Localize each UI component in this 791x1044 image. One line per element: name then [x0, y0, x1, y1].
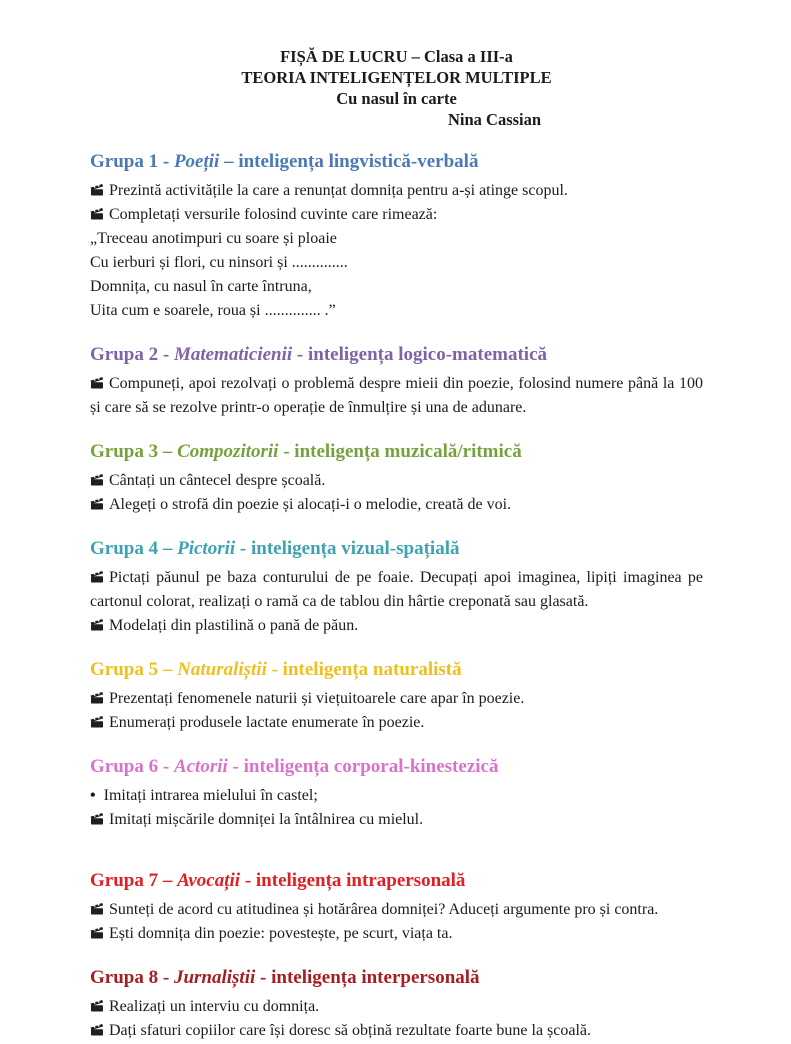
group-heading-suffix: - inteligența muzicală/ritmică	[278, 441, 522, 462]
task-text: Compuneți, apoi rezolvați o problemă despre mieii din poezie, folosind numere până la 100 și care să se rezolve printr-o operație de înmulțire și una de adunare.	[90, 375, 703, 416]
clapperboard-icon	[90, 180, 104, 192]
clapperboard-icon	[90, 923, 104, 935]
group-section	[90, 342, 703, 420]
task-text: Imitați intrarea mielului în castel;	[103, 787, 318, 804]
task-text: Uita cum e soarele, roua și .............. .”	[90, 302, 336, 319]
task-item	[90, 1019, 703, 1043]
task-item	[90, 299, 703, 323]
group-name: Compozitorii	[177, 441, 279, 462]
clapperboard-icon	[90, 494, 104, 506]
task-text: Prezentați fenomenele naturii și viețuitoarele care apar în poezie.	[109, 690, 525, 707]
title-block	[90, 46, 703, 130]
task-item	[90, 566, 703, 614]
task-item	[90, 614, 703, 638]
group-section	[90, 536, 703, 638]
task-text: Realizați un interviu cu domnița.	[109, 998, 320, 1015]
group-name: Naturaliștii	[177, 659, 267, 680]
task-item	[90, 898, 703, 922]
group-heading	[90, 965, 703, 990]
group-heading	[90, 754, 703, 779]
group-heading-prefix: Grupa 2 -	[90, 344, 174, 365]
task-item	[90, 251, 703, 275]
poem-author: Nina Cassian	[448, 110, 542, 129]
group-heading	[90, 657, 703, 682]
task-text: Alegeți o strofă din poezie și alocați-i o melodie, creată de voi.	[109, 496, 512, 513]
task-text: Sunteți de acord cu atitudinea și hotărârea domniței? Aduceți argumente pro și contra.	[109, 901, 659, 918]
group-heading-prefix: Grupa 8 -	[90, 967, 174, 988]
group-heading-prefix: Grupa 5 –	[90, 659, 178, 680]
clapperboard-icon	[90, 567, 104, 579]
group-heading-suffix: - inteligența interpersonală	[255, 967, 480, 988]
group-heading-suffix: - inteligența corporal-kinestezică	[227, 756, 499, 777]
task-item	[90, 372, 703, 420]
task-item	[90, 493, 703, 517]
task-item	[90, 922, 703, 946]
task-text: Completați versurile folosind cuvinte care rimează:	[109, 206, 438, 223]
group-heading-prefix: Grupa 3 –	[90, 441, 178, 462]
group-heading-suffix: - inteligența naturalistă	[266, 659, 462, 680]
task-item	[90, 469, 703, 493]
group-heading	[90, 149, 703, 174]
task-text: Cu ierburi și flori, cu ninsori și ..............	[90, 254, 348, 271]
task-text: Enumerați produsele lactate enumerate în poezie.	[109, 714, 425, 731]
clapperboard-icon	[90, 373, 104, 385]
group-heading-prefix: Grupa 7 –	[90, 870, 178, 891]
task-text: Domnița, cu nasul în carte întruna,	[90, 278, 312, 295]
task-item	[90, 784, 703, 808]
group-heading-prefix: Grupa 4 –	[90, 538, 178, 559]
task-text: Prezintă activitățile la care a renunțat domnița pentru a-și atinge scopul.	[109, 182, 568, 199]
poem-title: Cu nasul în carte	[336, 89, 457, 108]
groups	[90, 149, 703, 1043]
group-heading	[90, 868, 703, 893]
clapperboard-icon	[90, 1020, 104, 1032]
task-item	[90, 711, 703, 735]
clapperboard-icon	[90, 615, 104, 627]
group-section	[90, 754, 703, 832]
task-text: Dați sfaturi copiilor care își doresc să obțină rezultate foarte bune la școală.	[109, 1022, 592, 1039]
group-heading-prefix: Grupa 6 -	[90, 756, 174, 777]
group-section	[90, 868, 703, 946]
task-item	[90, 179, 703, 203]
task-text: Pictați păunul pe baza conturului de pe foaie. Decupați apoi imaginea, lipiți imaginea pe cartonul colorat, realizați o ramă ca de tablou din hârtie creponată sau glasată.	[90, 569, 703, 610]
task-text: Modelați din plastilină o pană de păun.	[109, 617, 359, 634]
clapperboard-icon	[90, 204, 104, 216]
dot-bullet: •	[90, 787, 100, 804]
group-heading-suffix: - inteligența vizual-spațială	[235, 538, 460, 559]
task-item	[90, 227, 703, 251]
group-heading	[90, 439, 703, 464]
clapperboard-icon	[90, 470, 104, 482]
group-name: Jurnaliștii	[173, 967, 256, 988]
group-section	[90, 149, 703, 323]
group-section	[90, 439, 703, 517]
clapperboard-icon	[90, 712, 104, 724]
task-item	[90, 687, 703, 711]
task-item	[90, 808, 703, 832]
group-heading	[90, 342, 703, 367]
group-heading-prefix: Grupa 1 -	[90, 151, 174, 172]
group-name: Poeții	[173, 151, 220, 172]
group-section	[90, 657, 703, 735]
group-heading	[90, 536, 703, 561]
task-text: „Treceau anotimpuri cu soare și ploaie	[90, 230, 337, 247]
group-name: Avocații	[177, 870, 241, 891]
worksheet-subtitle: TEORIA INTELIGENȚELOR MULTIPLE	[241, 68, 552, 87]
clapperboard-icon	[90, 809, 104, 821]
group-name: Actorii	[173, 756, 228, 777]
group-name: Matematicienii	[173, 344, 293, 365]
worksheet-title: FIȘĂ DE LUCRU – Clasa a III-a	[280, 47, 513, 66]
clapperboard-icon	[90, 688, 104, 700]
task-text: Ești domnița din poezie: povestește, pe scurt, viața ta.	[109, 925, 453, 942]
task-text: Cântați un cântecel despre școală.	[109, 472, 326, 489]
group-heading-suffix: - inteligența intrapersonală	[240, 870, 466, 891]
group-section	[90, 965, 703, 1043]
task-item	[90, 203, 703, 227]
clapperboard-icon	[90, 899, 104, 911]
group-heading-suffix: – inteligența lingvistică-verbală	[219, 151, 479, 172]
task-item	[90, 275, 703, 299]
group-name: Pictorii	[177, 538, 236, 559]
task-text: Imitați mișcările domniței la întâlnirea cu mielul.	[109, 811, 424, 828]
clapperboard-icon	[90, 996, 104, 1008]
task-item	[90, 995, 703, 1019]
group-heading-suffix: - inteligența logico-matematică	[292, 344, 547, 365]
